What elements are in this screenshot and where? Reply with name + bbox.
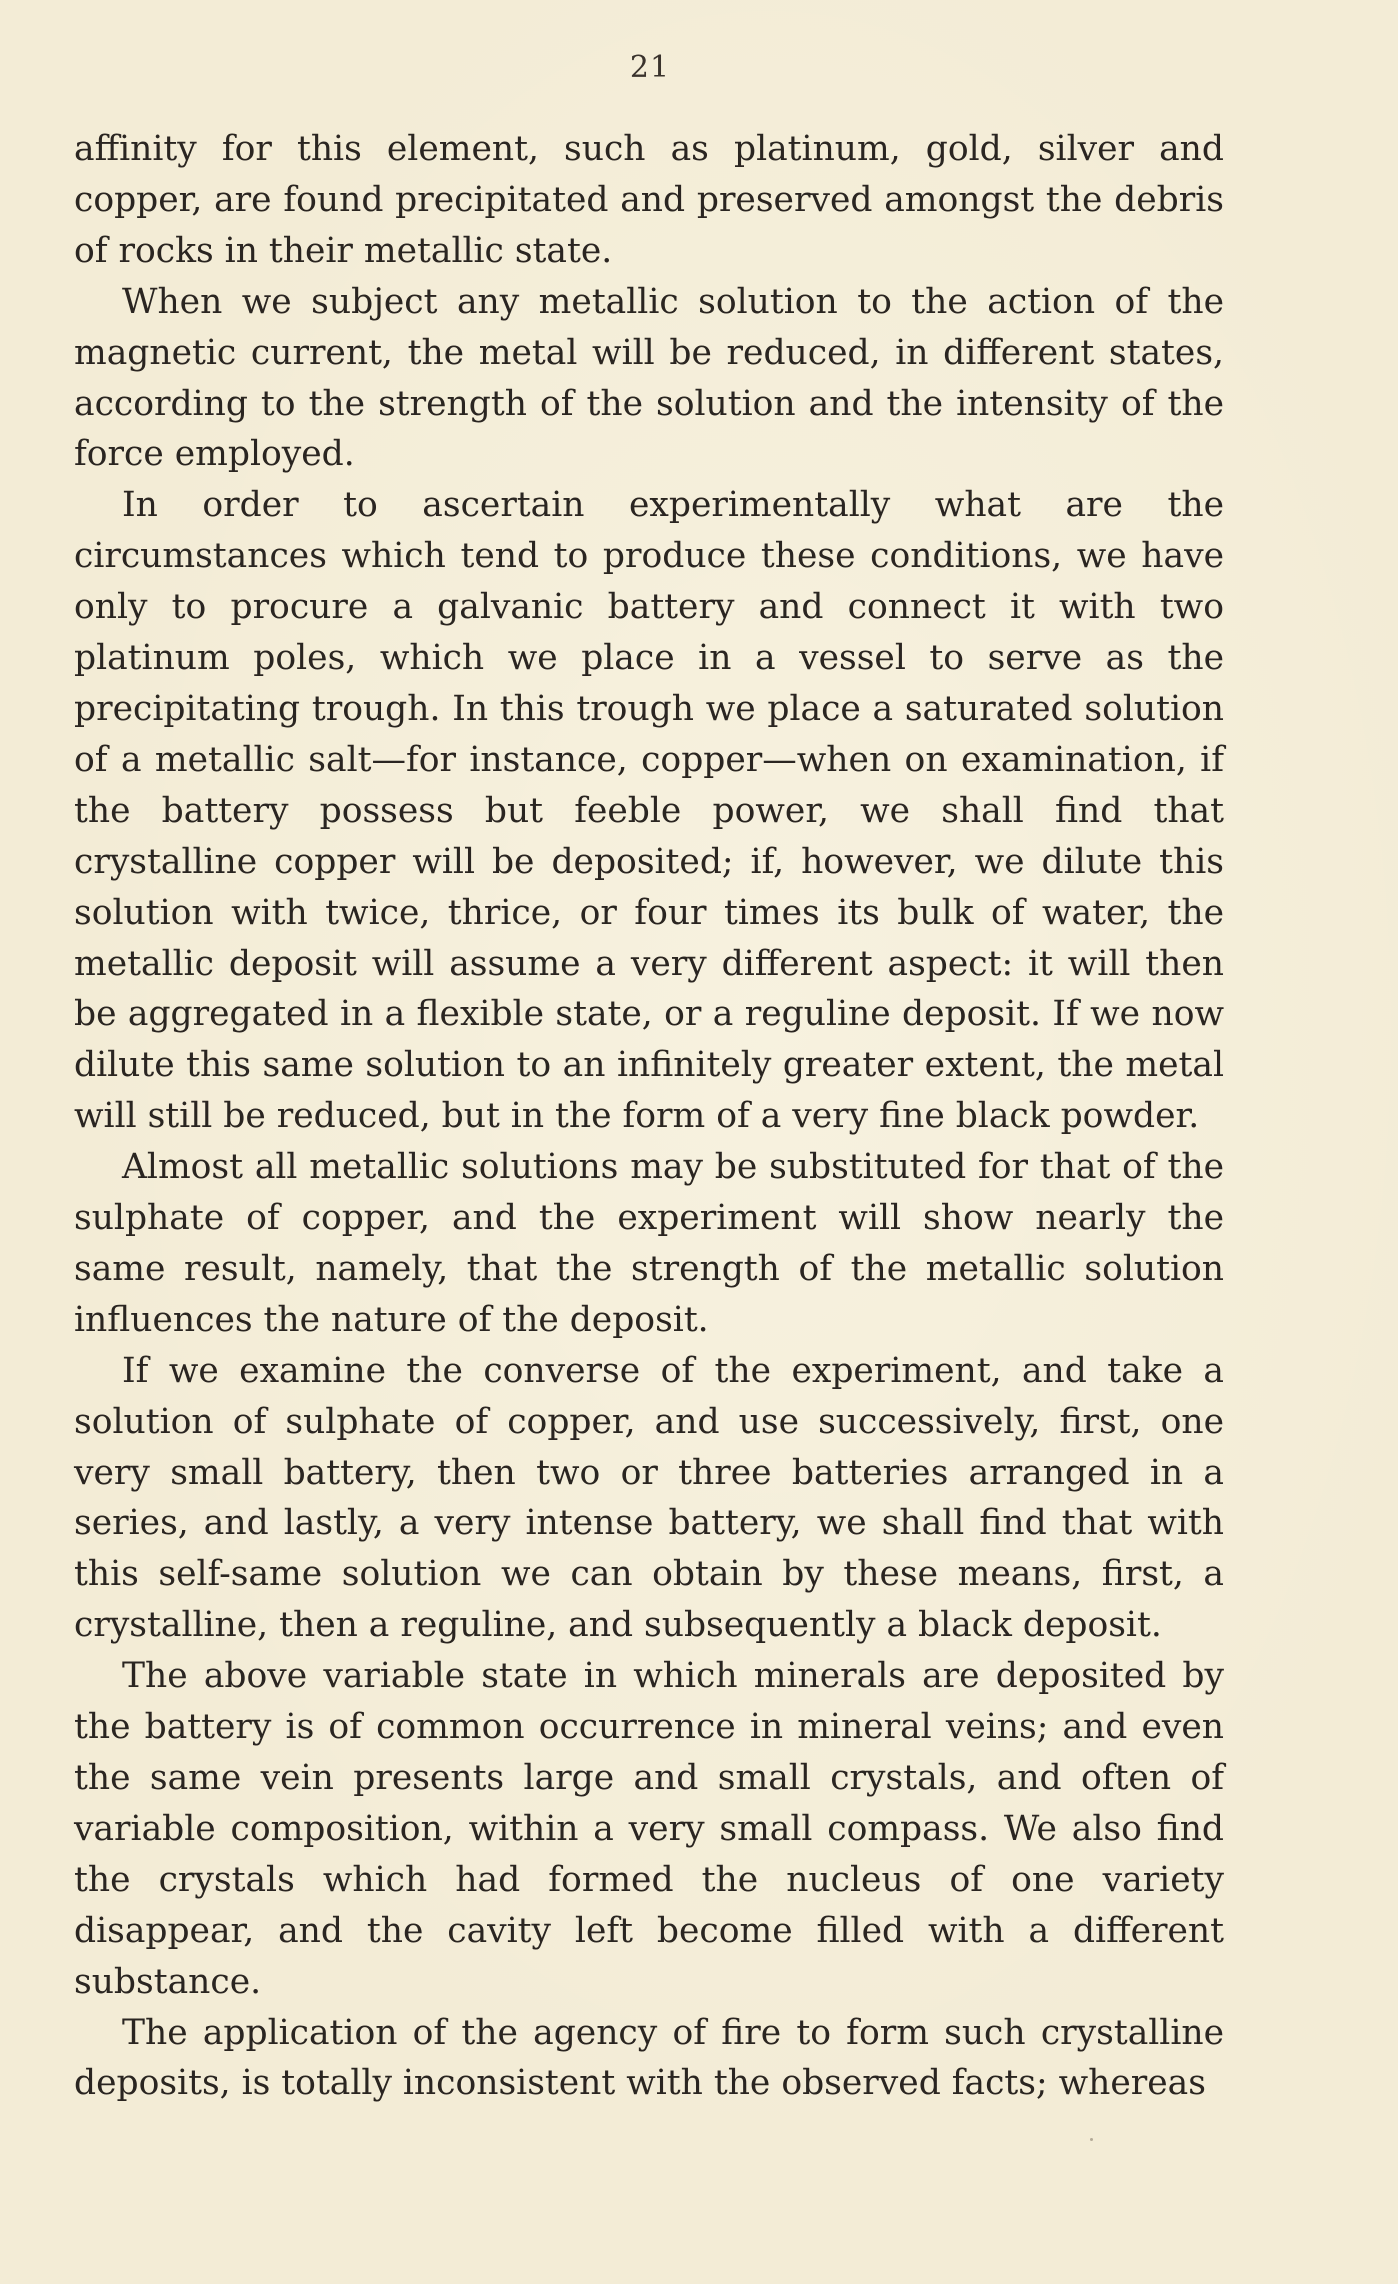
paragraph-agency-of-fire: The application of the agency of fire to form such crystalline deposits, is totally inconsistent with the observed facts; whereas <box>74 2012 1224 2104</box>
paragraph-metallic-solutions: Almost all metallic solutions may be substituted for that of the sulphate of copper, and the experiment will show nearly the same result, namely, that the strength of the metallic solution influences the nature of the deposit. <box>74 1147 1224 1340</box>
paragraph-galvanic-experiment: In order to ascertain experimentally what are the circumstances which tend to produce these conditions, we have only to procure a galvanic battery and connect it with two platinum poles, which we place in a vessel to serve as the precipitating trough. In this trough we place a saturated solution of a metallic salt—for instance, copper—when on examination, if the battery possess but feeble power, we shall find that crystalline copper will be deposited; if, however, we dilute this solution with twice, thrice, or four times its bulk of water, the metallic deposit will assume a very different aspect: it will then be aggregated in a flexible state, or a reguline deposit. If we now dilute this same solution to an infinitely greater extent, the metal will still be reduced, but in the form of a very fine black powder. <box>74 485 1224 1137</box>
paragraph-magnetic-current: When we subject any metallic solution to the action of the magnetic current, the metal will be reduced, in different states, according to the strength of the solution and the intensity of the force employed. <box>74 281 1224 475</box>
paragraph-mineral-veins: The above variable state in which minerals are deposited by the battery is of common occurrence in mineral veins; and even the same vein presents large and small crystals, and often of variable composition, within a very small compass. We also find the crystals which had formed the nucleus of one variety disappear, and the cavity left become filled with a different substance. <box>74 1656 1224 2002</box>
paragraph-continuation: affinity for this element, such as platinum, gold, silver and copper, are found precipitated and preserved amongst the debris of rocks in their metallic state. <box>74 129 1224 271</box>
page-number: 21 <box>629 50 671 85</box>
paragraph-converse-experiment: If we examine the converse of the experiment, and take a solution of sulphate of copper, and use successively, first, one very small battery, then two or three batteries arranged in a series, and lastly, a very intense battery, we shall find that with this self-same solution we can obtain by these means, first, a crystalline, then a reguline, and subsequently a black deposit. <box>74 1350 1224 1646</box>
paper-speck <box>1090 2138 1093 2141</box>
page-body <box>74 124 1224 2109</box>
